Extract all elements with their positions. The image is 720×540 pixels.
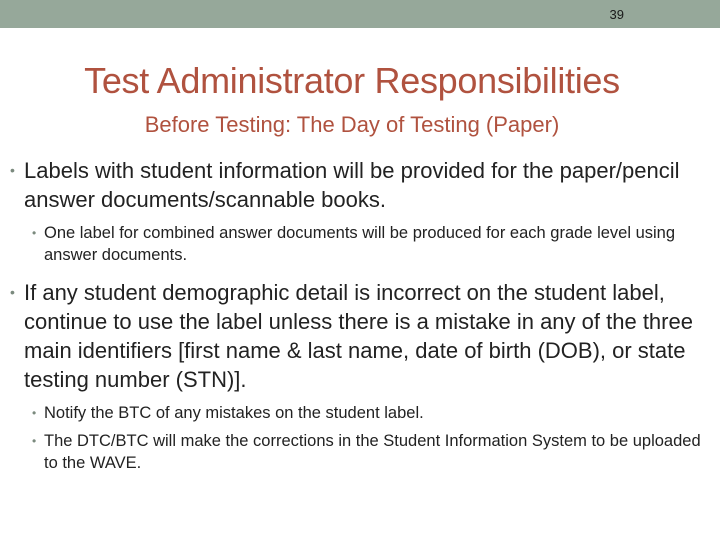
sub-bullet-text: One label for combined answer documents will be produced for each grade level using answer documents. <box>44 224 676 264</box>
sub-bullet-item <box>10 222 716 266</box>
sub-bullet-text: Notify the BTC of any mistakes on the student label. <box>44 404 424 422</box>
bullet-icon: • <box>32 226 37 240</box>
bullet-icon: • <box>10 162 15 178</box>
slide-title: Test Administrator Responsibilities <box>84 60 620 101</box>
sub-bullet-item <box>10 402 716 424</box>
sub-bullet-item <box>10 430 716 474</box>
bullet-list <box>10 156 716 482</box>
bullet-icon: • <box>32 434 37 448</box>
bullet-icon: • <box>32 406 37 420</box>
page-number: 39 <box>609 7 624 22</box>
bullet-text: If any student demographic detail is incorrect on the student label, continue to use the label unless there is a mistake in any of the three main identifiers [first name & last name, date of birth (DOB), or state testing number (STN)]. <box>24 280 693 392</box>
slide-subtitle: Before Testing: The Day of Testing (Paper) <box>144 112 560 137</box>
sub-bullet-text: The DTC/BTC will make the corrections in the Student Information System to be uploaded to the WAVE. <box>44 432 701 472</box>
bullet-item <box>10 278 716 394</box>
bullet-item <box>10 156 716 214</box>
bullet-text: Labels with student information will be provided for the paper/pencil answer documents/scannable books. <box>24 158 680 212</box>
bullet-icon: • <box>10 284 15 300</box>
